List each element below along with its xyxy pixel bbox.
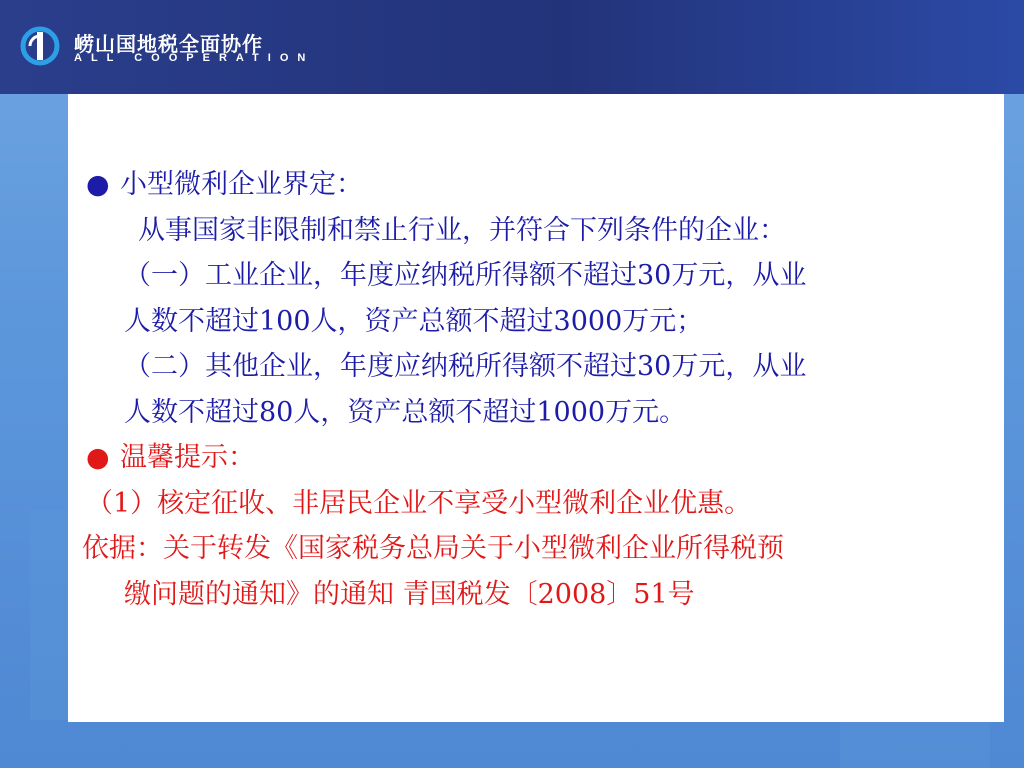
tip-title-line <box>86 435 986 481</box>
body-line: 人数不超过80人，资产总额不超过1000万元。 <box>124 396 687 428</box>
decor-block <box>840 722 990 768</box>
slide-content <box>82 162 986 617</box>
bullet-icon: ● <box>86 169 110 200</box>
tip-line: 依据：关于转发《国家税务总局关于小型微利企业所得税预 <box>82 533 784 564</box>
body-line: （二）其他企业，年度应纳税所得额不超过30万元，从业 <box>124 351 807 382</box>
header-bar <box>0 0 1024 94</box>
body-line: 人数不超过100人，资产总额不超过3000万元； <box>124 305 704 337</box>
decor-block <box>30 510 68 720</box>
body-line: （一）工业企业，年度应纳税所得额不超过30万元，从业 <box>124 260 807 291</box>
tip-title: 温馨提示： <box>120 442 255 473</box>
body-line: 从事国家非限制和禁止行业，并符合下列条件的企业： <box>138 214 786 246</box>
section-title: 小型微利企业界定： <box>120 169 363 200</box>
tip-line: （1）核定征收、非居民企业不享受小型微利企业优惠。 <box>86 487 752 519</box>
tip-line: 缴问题的通知》的通知 青国税发〔2008〕51号 <box>124 578 695 610</box>
logo-chinese-text: 崂山国地税全面协作 <box>74 32 263 56</box>
logo-icon <box>20 26 60 66</box>
logo-english-text: ALL COOPERATION <box>74 52 315 64</box>
bullet-icon: ● <box>86 442 110 473</box>
section-title-line <box>86 162 986 208</box>
